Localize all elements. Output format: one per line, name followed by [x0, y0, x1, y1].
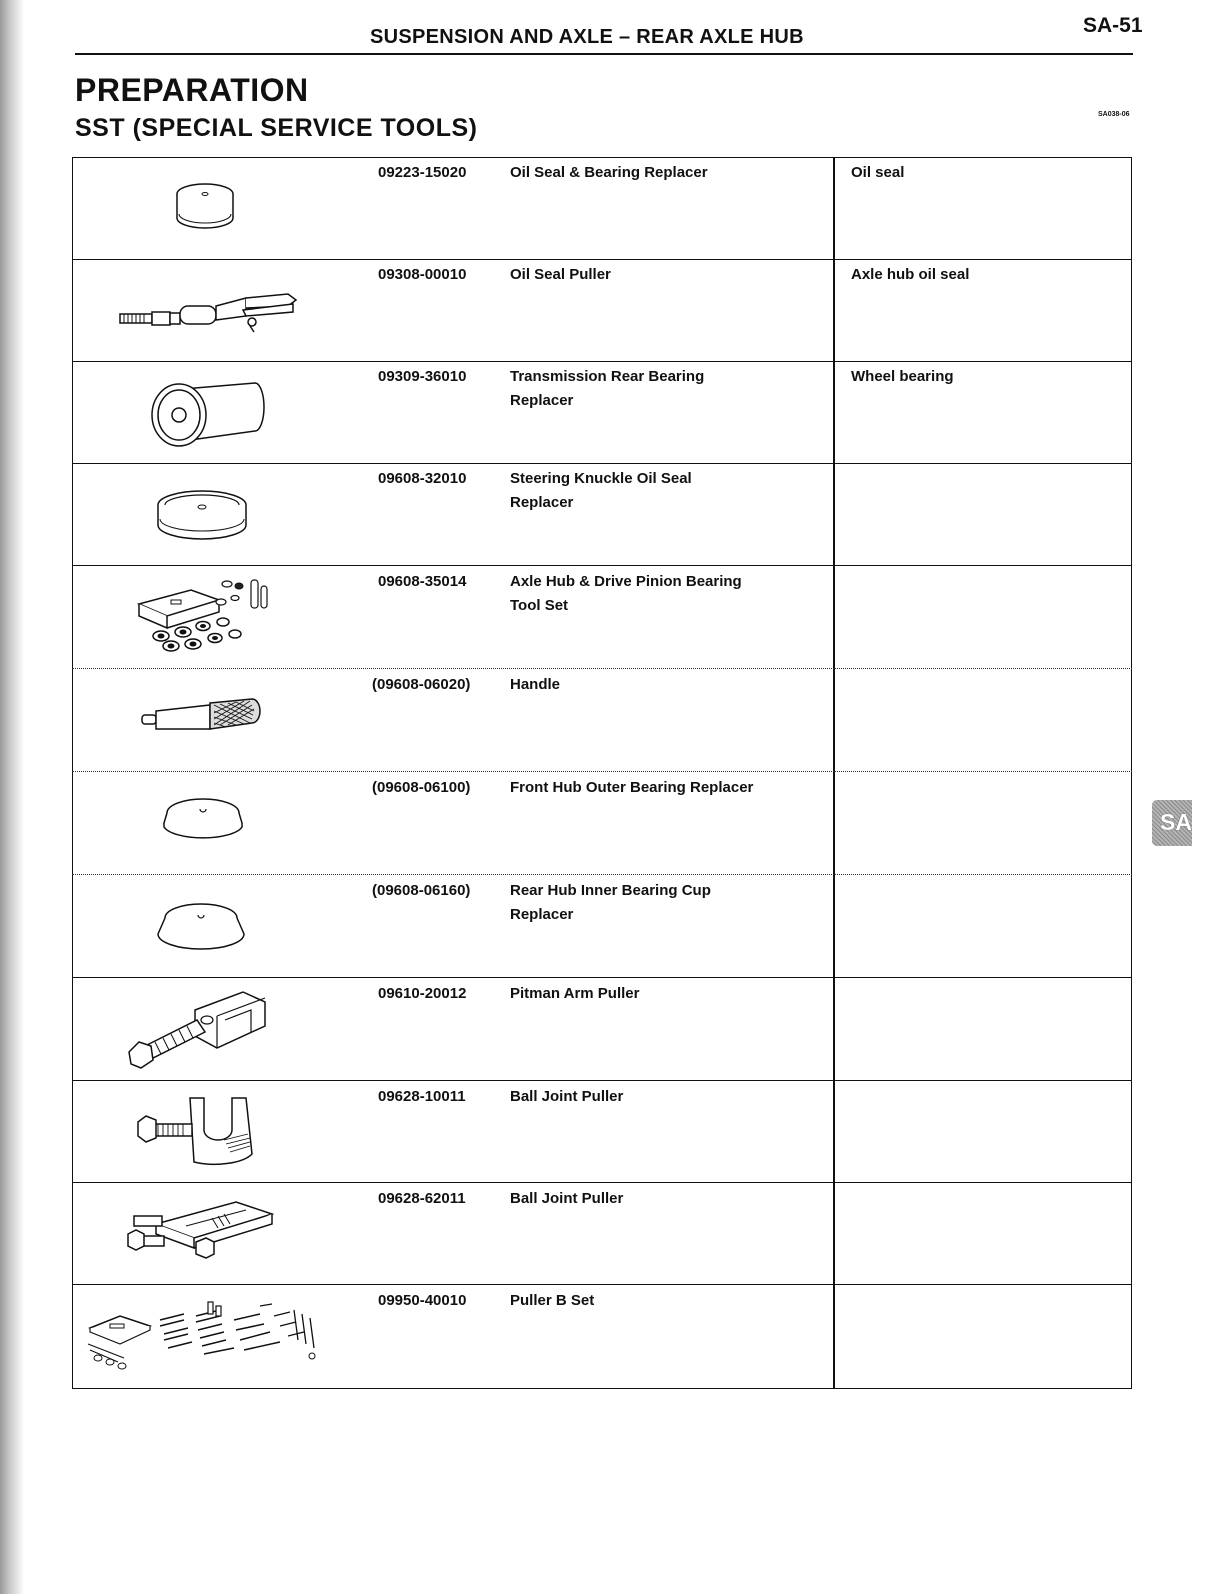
page-binding-shadow	[0, 0, 24, 1594]
tool-note: Wheel bearing	[851, 368, 954, 385]
handle-icon	[140, 695, 265, 740]
row-divider-dotted	[72, 874, 1132, 875]
ball-joint-puller-icon	[132, 1092, 272, 1177]
tool-note: Oil seal	[851, 164, 905, 181]
tool-name: Handle	[510, 676, 561, 693]
pitman-arm-puller-icon	[125, 988, 275, 1073]
row-divider	[72, 259, 1132, 260]
part-number: 09308-00010	[378, 266, 467, 283]
oil-seal-puller-icon	[118, 288, 303, 338]
tool-note: Axle hub oil seal	[851, 266, 970, 283]
row-divider	[72, 565, 1132, 566]
ref-code: SA038-06	[1098, 111, 1130, 118]
tool-name: Ball Joint Puller	[510, 1190, 624, 1207]
part-number: 09309-36010	[378, 368, 467, 385]
section-title: PREPARATION	[75, 72, 309, 108]
table-column-divider	[833, 157, 835, 1389]
part-number: 09950-40010	[378, 1292, 467, 1309]
row-divider	[72, 463, 1132, 464]
part-number: 09608-32010	[378, 470, 467, 487]
bearing-replacer-icon	[145, 375, 270, 455]
tool-name: Ball Joint Puller	[510, 1088, 624, 1105]
row-divider	[72, 1080, 1132, 1081]
tool-set-icon	[135, 578, 275, 658]
part-number: 09608-35014	[378, 573, 467, 590]
part-number: 09610-20012	[378, 985, 467, 1002]
row-divider	[72, 1284, 1132, 1285]
part-number: 09223-15020	[378, 164, 467, 181]
outer-bearing-replacer-icon	[158, 795, 248, 845]
row-divider	[72, 977, 1132, 978]
page-number: SA-51	[1083, 14, 1143, 37]
part-number: (09608-06100)	[372, 779, 471, 796]
tool-name: Oil Seal Puller	[510, 266, 611, 283]
header-rule	[75, 53, 1133, 55]
part-number: (09608-06020)	[372, 676, 471, 693]
row-divider-dotted	[72, 668, 1132, 669]
tool-name: Steering Knuckle Oil Seal Replacer	[510, 470, 692, 511]
tool-name: Transmission Rear Bearing Replacer	[510, 368, 705, 409]
side-tab-label: SA	[1160, 809, 1192, 835]
header-title: SUSPENSION AND AXLE – REAR AXLE HUB	[370, 26, 804, 48]
row-divider	[72, 361, 1132, 362]
tool-name: Front Hub Outer Bearing Replacer	[510, 779, 754, 796]
inner-bearing-cup-replacer-icon	[154, 900, 249, 955]
tool-name: Rear Hub Inner Bearing Cup Replacer	[510, 882, 711, 923]
tool-name: Oil Seal & Bearing Replacer	[510, 164, 708, 181]
section-subtitle: SST (SPECIAL SERVICE TOOLS)	[75, 114, 478, 142]
tool-name: Puller B Set	[510, 1292, 595, 1309]
puller-b-set-icon	[84, 1300, 324, 1380]
ball-joint-puller-2-icon	[126, 1196, 276, 1266]
part-number: 09628-62011	[378, 1190, 466, 1207]
tool-name: Pitman Arm Puller	[510, 985, 640, 1002]
oil-seal-bearing-replacer-icon	[165, 178, 245, 238]
part-number: 09628-10011	[378, 1088, 466, 1105]
knuckle-oil-seal-replacer-icon	[152, 485, 252, 550]
part-number: (09608-06160)	[372, 882, 471, 899]
row-divider	[72, 1182, 1132, 1183]
section-side-tab	[1152, 800, 1192, 846]
tool-name: Axle Hub & Drive Pinion Bearing Tool Set	[510, 573, 742, 614]
row-divider-dotted	[72, 771, 1132, 772]
